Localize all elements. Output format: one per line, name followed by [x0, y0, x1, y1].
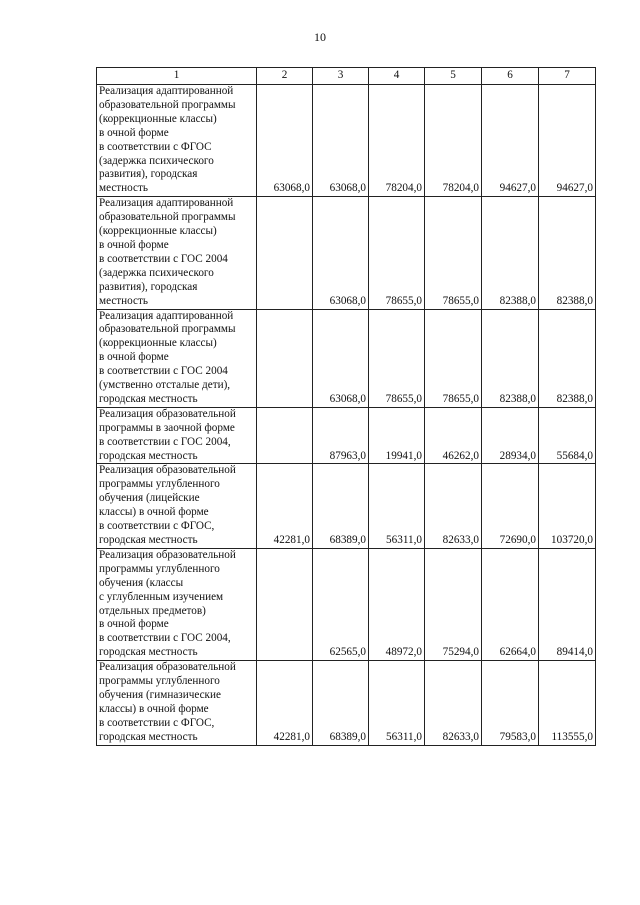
- value-cell: 82388,0: [482, 309, 539, 407]
- value-cell: [257, 407, 313, 464]
- value-cell: 87963,0: [313, 407, 369, 464]
- value-cell: 82633,0: [425, 661, 482, 745]
- table-row: [97, 548, 596, 660]
- row-label: Реализация образовательной программы углубленного обучения (классы с углубленным изучением отдельных предметов) в очной форме в соответствии с ГОС 2004, городская местность: [97, 548, 257, 660]
- value-cell: [257, 197, 313, 309]
- value-cell: 82388,0: [539, 309, 596, 407]
- value-cell: 62565,0: [313, 548, 369, 660]
- value-cell: 78204,0: [425, 85, 482, 197]
- header-cell: 7: [539, 68, 596, 85]
- value-cell: 78655,0: [425, 309, 482, 407]
- value-cell: 55684,0: [539, 407, 596, 464]
- row-label: Реализация образовательной программы углубленного обучения (лицейские классы) в очной форме в соответствии с ФГОС, городская местность: [97, 464, 257, 548]
- value-cell: 75294,0: [425, 548, 482, 660]
- value-cell: 94627,0: [482, 85, 539, 197]
- value-cell: 82633,0: [425, 464, 482, 548]
- header-cell: 4: [369, 68, 425, 85]
- value-cell: 78655,0: [369, 197, 425, 309]
- table-row: [97, 197, 596, 309]
- header-cell: 1: [97, 68, 257, 85]
- value-cell: 78204,0: [369, 85, 425, 197]
- value-cell: 94627,0: [539, 85, 596, 197]
- value-cell: 72690,0: [482, 464, 539, 548]
- value-cell: 68389,0: [313, 464, 369, 548]
- value-cell: 19941,0: [369, 407, 425, 464]
- header-cell: 5: [425, 68, 482, 85]
- row-label: Реализация образовательной программы углубленного обучения (гимназические классы) в очной форме в соответствии с ФГОС, городская местность: [97, 661, 257, 745]
- header-cell: 6: [482, 68, 539, 85]
- value-cell: 42281,0: [257, 464, 313, 548]
- table-row: [97, 464, 596, 548]
- row-label: Реализация адаптированной образовательной программы (коррекционные классы) в очной форме в соответствии с ГОС 2004 (задержка психического развития), городская местность: [97, 197, 257, 309]
- table-row: [97, 407, 596, 464]
- value-cell: 82388,0: [539, 197, 596, 309]
- value-cell: 103720,0: [539, 464, 596, 548]
- value-cell: 56311,0: [369, 661, 425, 745]
- value-cell: 63068,0: [313, 309, 369, 407]
- value-cell: 78655,0: [369, 309, 425, 407]
- table-row: [97, 661, 596, 745]
- header-cell: 3: [313, 68, 369, 85]
- page-number: 10: [314, 30, 326, 44]
- value-cell: 68389,0: [313, 661, 369, 745]
- row-label: Реализация адаптированной образовательной программы (коррекционные классы) в очной форме в соответствии с ГОС 2004 (умственно отсталые дети), городская местность: [97, 309, 257, 407]
- value-cell: 113555,0: [539, 661, 596, 745]
- value-cell: 62664,0: [482, 548, 539, 660]
- value-cell: 63068,0: [257, 85, 313, 197]
- value-cell: [257, 548, 313, 660]
- value-cell: 82388,0: [482, 197, 539, 309]
- header-cell: 2: [257, 68, 313, 85]
- value-cell: 63068,0: [313, 85, 369, 197]
- value-cell: 78655,0: [425, 197, 482, 309]
- value-cell: 46262,0: [425, 407, 482, 464]
- value-cell: 28934,0: [482, 407, 539, 464]
- table-row: [97, 309, 596, 407]
- data-table: [96, 67, 596, 746]
- table-row: [97, 85, 596, 197]
- value-cell: 56311,0: [369, 464, 425, 548]
- value-cell: 48972,0: [369, 548, 425, 660]
- value-cell: 89414,0: [539, 548, 596, 660]
- value-cell: 42281,0: [257, 661, 313, 745]
- row-label: Реализация образовательной программы в заочной форме в соответствии с ГОС 2004, городская местность: [97, 407, 257, 464]
- row-label: Реализация адаптированной образовательной программы (коррекционные классы) в очной форме в соответствии с ФГОС (задержка психического развития), городская местность: [97, 85, 257, 197]
- value-cell: 79583,0: [482, 661, 539, 745]
- value-cell: 63068,0: [313, 197, 369, 309]
- header-row: [97, 68, 596, 85]
- value-cell: [257, 309, 313, 407]
